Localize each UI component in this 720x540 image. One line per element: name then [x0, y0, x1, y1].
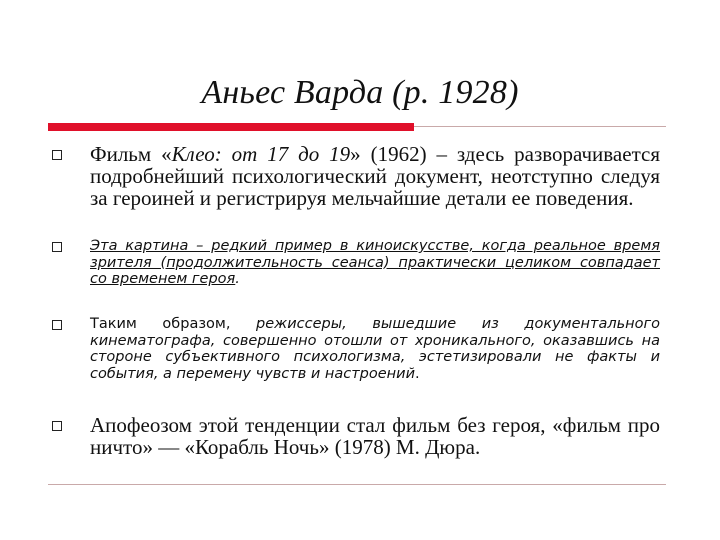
- bullet-text-2: [90, 238, 660, 288]
- bottom-rule: [48, 484, 666, 485]
- bullet-3-part-3: .: [415, 365, 420, 382]
- bullet-2-underlined-text: Эта картина – редкий пример в киноискусстве, когда реальное время зрителя (продолжительность сеанса) практически целиком совпадает со временем героя: [90, 238, 660, 287]
- bullet-text-1: [90, 143, 660, 209]
- bullet-2-end: .: [235, 271, 240, 287]
- bullet-text-3: [90, 316, 660, 382]
- bullet-marker-3: [52, 320, 62, 330]
- title-accent-bar: [48, 123, 414, 131]
- bullet-1-part-3: » (1962) – здесь разворачивается подробнейший психологический документ, неотступно следуя за героиней и регистрируя мельчайшие детали ее поведения.: [90, 142, 660, 210]
- bullet-1-film-title: Клео: от 17 до 19: [171, 142, 351, 166]
- bullet-marker-1: [52, 150, 62, 160]
- bullet-3-part-2: режиссеры, вышедшие из документального кинематографа, совершенно отошли от хроникального, оказавшись на стороне субъективного психологизма, эстетизировали не факты и события, а перемену чувств и настроений: [90, 316, 660, 382]
- slide-title: Аньес Варда (р. 1928): [201, 74, 519, 111]
- bullet-marker-2: [52, 242, 62, 252]
- bullet-marker-4: [52, 421, 62, 431]
- bullet-3-part-1: Таким образом,: [90, 316, 257, 332]
- bullet-text-4: Апофеозом этой тенденции стал фильм без героя, «фильм про ничто» — «Корабль Ночь» (1978) М. Дюра.: [90, 413, 660, 459]
- bullet-1-part-1: Фильм «: [90, 142, 172, 166]
